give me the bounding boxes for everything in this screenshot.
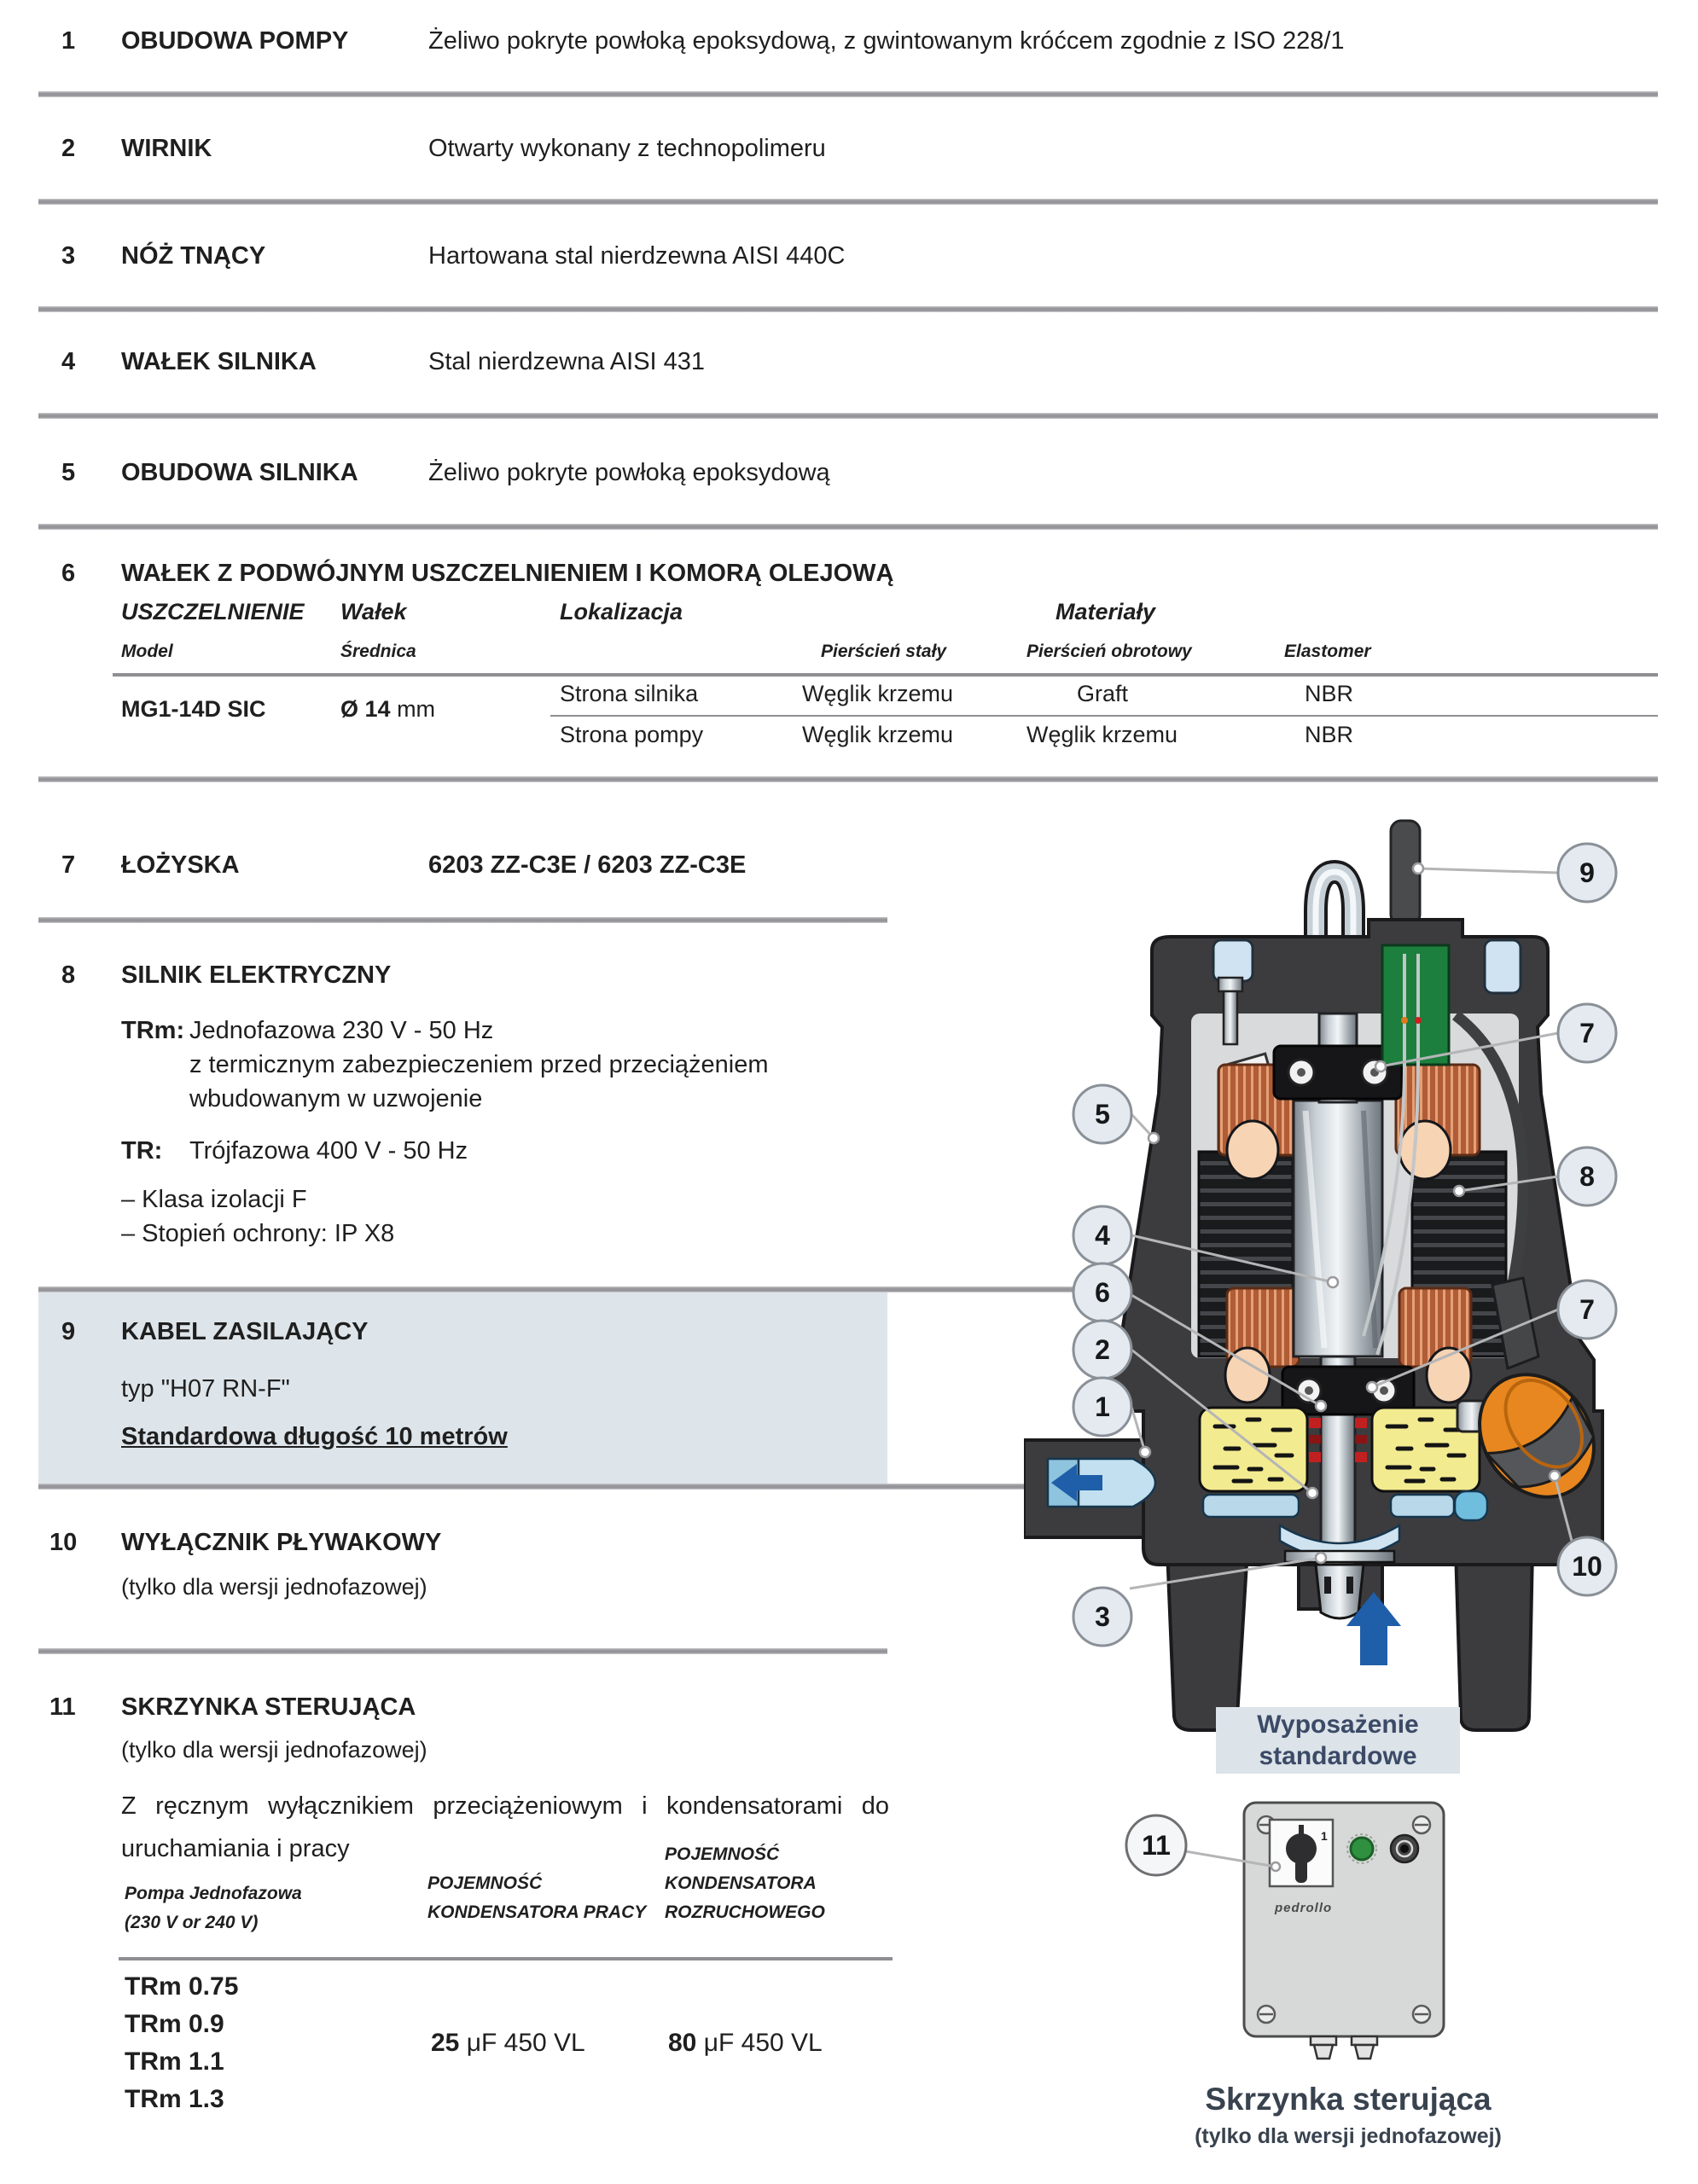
col-subheader: Pierścień stały — [821, 642, 947, 661]
divider — [38, 776, 1658, 782]
svg-text:8: 8 — [1579, 1161, 1595, 1192]
col-header: USZCZELNIENIE — [121, 599, 305, 624]
control-box-note: (tylko dla wersji jednofazowej) — [1195, 2124, 1502, 2148]
row-title: OBUDOWA POMPY — [121, 27, 349, 55]
svg-text:10: 10 — [1572, 1551, 1602, 1582]
cap-run-value: 25 μF 450 VL — [431, 2029, 585, 2057]
table-header-line — [113, 673, 1658, 677]
trm-line: wbudowanym w uzwojenie — [189, 1085, 483, 1112]
equipment-label-line2: standardowe — [1259, 1742, 1417, 1770]
bolt-head — [1218, 978, 1242, 991]
pump-cutaway-diagram — [1024, 810, 1672, 1757]
callout-11 — [1114, 1807, 1284, 1892]
bullet-insulation: – Klasa izolacji F — [121, 1186, 307, 1213]
col-header: Wałek — [340, 599, 407, 624]
cell-diameter: Ø 14 mm — [340, 696, 436, 722]
svg-text:2: 2 — [1095, 1334, 1110, 1365]
equipment-label-line1: Wyposażenie — [1257, 1711, 1419, 1739]
section-number: 6 — [61, 560, 76, 587]
callout-2 — [1073, 1321, 1131, 1379]
section-note: (tylko dla wersji jednofazowej) — [121, 1737, 427, 1763]
bearing-value: 6203 ZZ-C3E / 6203 ZZ-C3E — [428, 851, 747, 879]
cell-elastomer: NBR — [1305, 681, 1354, 706]
svg-text:9: 9 — [1579, 857, 1595, 888]
cap-model: TRm 0.75 — [125, 1972, 239, 2001]
cap-col2-header: POJEMNOŚĆ — [427, 1873, 543, 1893]
cap-col1-header: (230 V or 240 V) — [125, 1913, 259, 1932]
cell-elastomer: NBR — [1305, 722, 1354, 747]
cell-stationary: Węglik krzemu — [802, 681, 954, 706]
cap-col3-header: KONDENSATORA — [665, 1873, 817, 1893]
callout-6 — [1073, 1263, 1131, 1321]
row-desc: Otwarty wykonany z technopolimeru — [428, 135, 826, 162]
section-title: WYŁĄCZNIK PŁYWAKOWY — [121, 1529, 442, 1556]
col-subheader: Pierścień obrotowy — [1026, 642, 1192, 661]
section-title: KABEL ZASILAJĄCY — [121, 1318, 369, 1345]
section-note: (tylko dla wersji jednofazowej) — [121, 1574, 427, 1600]
cap-model: TRm 1.3 — [125, 2085, 224, 2113]
control-box-paragraph: Z ręcznym wyłącznikiem przeciążeniowym i kondensatorami do uruchamiania i pracy — [121, 1792, 889, 1862]
row-title: OBUDOWA SILNIKA — [121, 459, 358, 486]
col-subheader: Elastomer — [1284, 642, 1371, 661]
trm-line: Jednofazowa 230 V - 50 Hz — [189, 1017, 494, 1044]
trm-label: TRm: — [121, 1017, 185, 1044]
corner-insert — [1485, 940, 1521, 993]
divider — [38, 199, 1658, 205]
divider — [38, 413, 1658, 419]
section-title: ŁOŻYSKA — [121, 851, 240, 879]
cable-length: Standardowa długość 10 metrów — [121, 1423, 508, 1450]
cell-model: MG1-14D SIC — [121, 696, 266, 722]
divider — [38, 306, 1658, 312]
cap-header-line — [119, 1957, 893, 1960]
row-title: WAŁEK SILNIKA — [121, 348, 317, 375]
callout-1 — [1073, 1378, 1131, 1436]
col-header: Materiały — [1055, 599, 1156, 624]
trm-line: z termicznym zabezpieczeniem przed przeciążeniem — [189, 1051, 769, 1078]
divider-half — [38, 917, 887, 923]
section-number: 8 — [61, 961, 76, 989]
pump-leg-right — [1456, 1549, 1532, 1730]
cell-stationary: Węglik krzemu — [802, 722, 954, 747]
col-subheader: Średnica — [340, 642, 416, 661]
power-led — [1351, 1838, 1373, 1860]
cell-rotating: Graft — [1077, 681, 1129, 706]
callout-9 — [1558, 844, 1616, 902]
svg-text:7: 7 — [1579, 1018, 1595, 1048]
col-subheader: Model — [121, 642, 173, 661]
bolt-shaft — [1224, 991, 1237, 1044]
row-desc: Żeliwo pokryte powłoką epoksydową — [428, 459, 830, 486]
cap-col3-header: ROZRUCHOWEGO — [665, 1902, 825, 1922]
col-header: Lokalizacja — [560, 599, 683, 624]
svg-text:1: 1 — [1321, 1829, 1328, 1843]
cap-col1-header: Pompa Jednofazowa — [125, 1884, 302, 1903]
brand-logo: pedrollo — [1275, 1901, 1333, 1915]
row-desc: Hartowana stal nierdzewna AISI 440C — [428, 242, 846, 270]
row-number: 4 — [61, 348, 76, 375]
svg-text:6: 6 — [1095, 1277, 1110, 1308]
section-title: WAŁEK Z PODWÓJNYM USZCZELNIENIEM I KOMORĄ OLEJOWĄ — [121, 560, 894, 587]
cell-rotating: Węglik krzemu — [1026, 722, 1178, 747]
equipment-label — [1216, 1707, 1460, 1774]
cap-model: TRm 1.1 — [125, 2048, 224, 2076]
tr-line: Trójfazowa 400 V - 50 Hz — [189, 1137, 468, 1165]
cap-start-value: 80 μF 450 VL — [668, 2029, 823, 2057]
row-title: WIRNIK — [121, 135, 212, 162]
svg-text:4: 4 — [1095, 1220, 1110, 1251]
section-number: 10 — [49, 1529, 78, 1556]
svg-text:1: 1 — [1095, 1391, 1110, 1422]
divider — [38, 91, 1658, 97]
section-number: 7 — [61, 851, 76, 879]
callout-8 — [1558, 1147, 1616, 1205]
cap-col3-header: POJEMNOŚĆ — [665, 1844, 780, 1864]
row-number: 5 — [61, 459, 76, 486]
section-number: 11 — [49, 1693, 76, 1721]
cap-col2-header: KONDENSATORA PRACY — [427, 1902, 647, 1922]
callout-5 — [1073, 1085, 1131, 1143]
row-title: NÓŻ TNĄCY — [121, 242, 266, 270]
corner-insert — [1213, 940, 1253, 981]
control-box-caption: Skrzynka sterująca — [1205, 2082, 1492, 2117]
divider-half — [38, 1648, 887, 1654]
cable-glands — [1311, 2036, 1377, 2059]
callout-10 — [1558, 1537, 1616, 1595]
cell-location: Strona silnika — [560, 681, 699, 706]
cable-type: typ "H07 RN-F" — [121, 1375, 290, 1403]
divider — [38, 524, 1658, 530]
callout-7-top — [1558, 1004, 1616, 1062]
cell-location: Strona pompy — [560, 722, 704, 747]
svg-text:11: 11 — [1142, 1830, 1171, 1861]
callout-3 — [1073, 1588, 1131, 1646]
row-number: 2 — [61, 135, 76, 162]
discharge-flow — [1048, 1459, 1155, 1507]
svg-text:7: 7 — [1579, 1294, 1595, 1325]
section-number: 9 — [61, 1318, 76, 1345]
reset-button — [1391, 1835, 1418, 1862]
row-desc: Stal nierdzewna AISI 431 — [428, 348, 706, 375]
bullet-protection: – Stopień ochrony: IP X8 — [121, 1220, 395, 1247]
row-number: 1 — [61, 27, 76, 55]
section-title: SKRZYNKA STERUJĄCA — [121, 1693, 416, 1721]
svg-text:5: 5 — [1095, 1099, 1110, 1130]
callout-7-bottom — [1558, 1281, 1616, 1339]
svg-text:3: 3 — [1095, 1601, 1110, 1632]
section-title: SILNIK ELEKTRYCZNY — [121, 961, 392, 989]
table-row-line — [550, 715, 1658, 717]
row-desc: Żeliwo pokryte powłoką epoksydową, z gwintowanym króćcem zgodnie z ISO 228/1 — [428, 27, 1345, 55]
tr-label: TR: — [121, 1137, 163, 1165]
cap-model: TRm 0.9 — [125, 2010, 224, 2038]
row-number: 3 — [61, 242, 76, 270]
callout-4 — [1073, 1206, 1131, 1264]
